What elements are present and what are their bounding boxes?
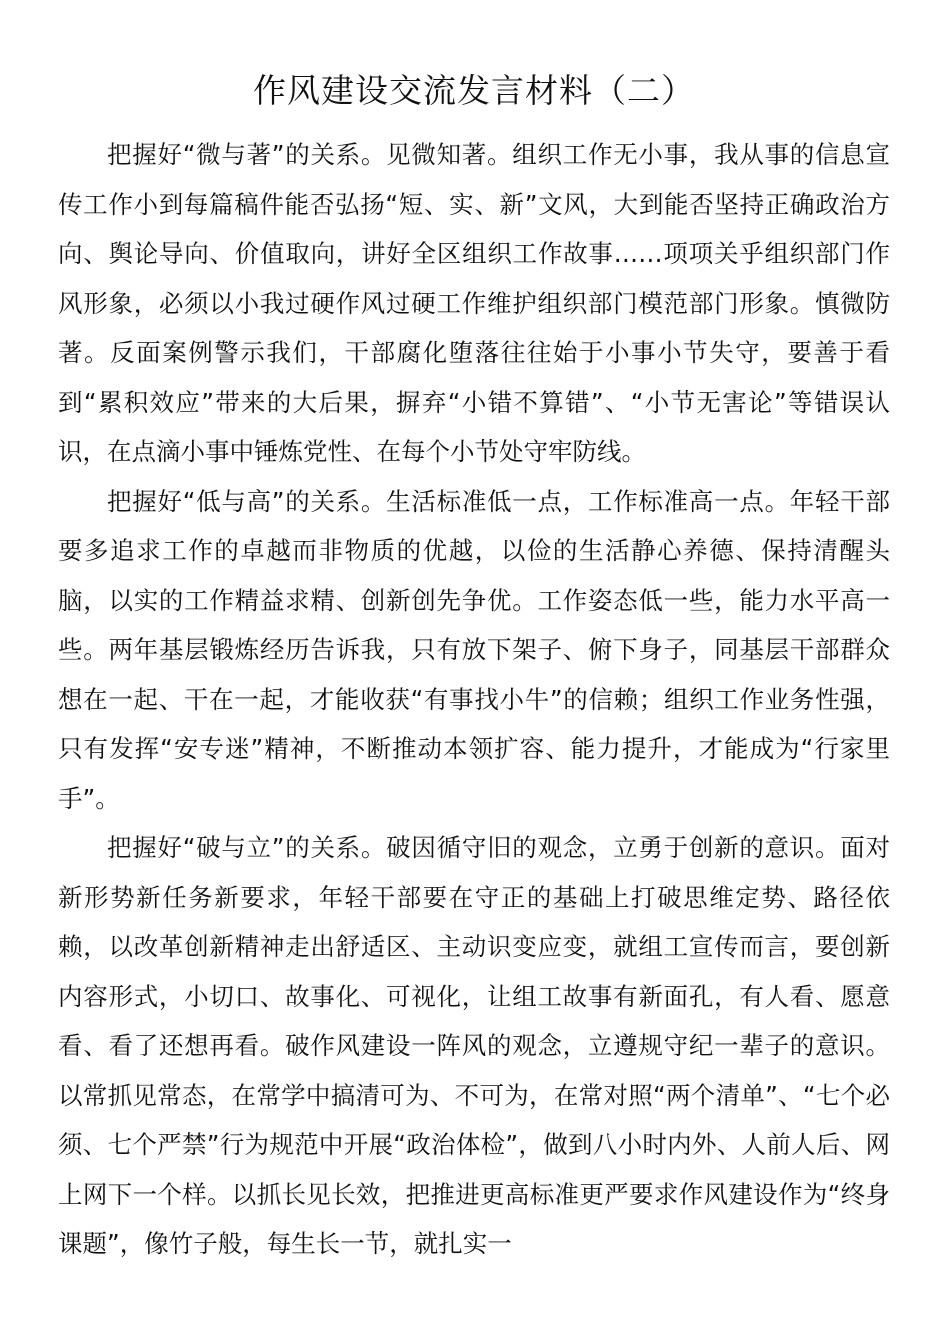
document-title: 作风建设交流发言材料（二）: [253, 71, 695, 110]
paragraph-po-yu-li: 把握好“破与立”的关系。破因循守旧的观念，立勇于创新的意识。面对新形势新任务新要求，年轻干部要在守正的基础上打破思维定势、路径依赖，以改革创新精神走出舒适区、主动识变应变，就组工宣传而言，要创新内容形式，小切口、故事化、可视化，让组工故事有新面孔，有人看、愿意看、看了还想再看。破作风建设一阵风的观念，立遵规守纪一辈子的意识。以常抓见常态，在常学中搞清可为、不可为，在常对照“两个清单”、“七个必须、七个严禁”行为规范中开展“政治体检”，做到八小时内外、人前人后、网上网下一个样。以抓长见长效，把推进更高标准更严要求作风建设作为“终身课题”，像竹子般，每生长一节，就扎实一: [58, 833, 890, 1258]
paragraph-wei-yu-zhu: 把握好“微与著”的关系。见微知著。组织工作无小事，我从事的信息宣传工作小到每篇稿件能否弘扬“短、实、新”文风，大到能否坚持正确政治方向、舆论导向、价值取向，讲好全区组织工作故事……项项关乎组织部门作风形象，必须以小我过硬作风过硬工作维护组织部门模范部门形象。慎微防著。反面案例警示我们，干部腐化堕落往往始于小事小节失守，要善于看到“累积效应”带来的大后果，摒弃“小错不算错”、“小节无害论”等错误认识，在点滴小事中锤炼党性、在每个小节处守牢防线。: [58, 140, 890, 466]
paragraph-di-yu-gao: 把握好“低与高”的关系。生活标准低一点，工作标准高一点。年轻干部要多追求工作的卓越而非物质的优越，以俭的生活静心养德、保持清醒头脑，以实的工作精益求精、创新创先争优。工作姿态低一些，能力水平高一些。两年基层锻炼经历告诉我，只有放下架子、俯下身子，同基层干部群众想在一起、干在一起，才能收获“有事找小牛”的信赖；组织工作业务性强，只有发挥“安专迷”精神，不断推动本领扩容、能力提升，才能成为“行家里手”。: [58, 486, 890, 813]
